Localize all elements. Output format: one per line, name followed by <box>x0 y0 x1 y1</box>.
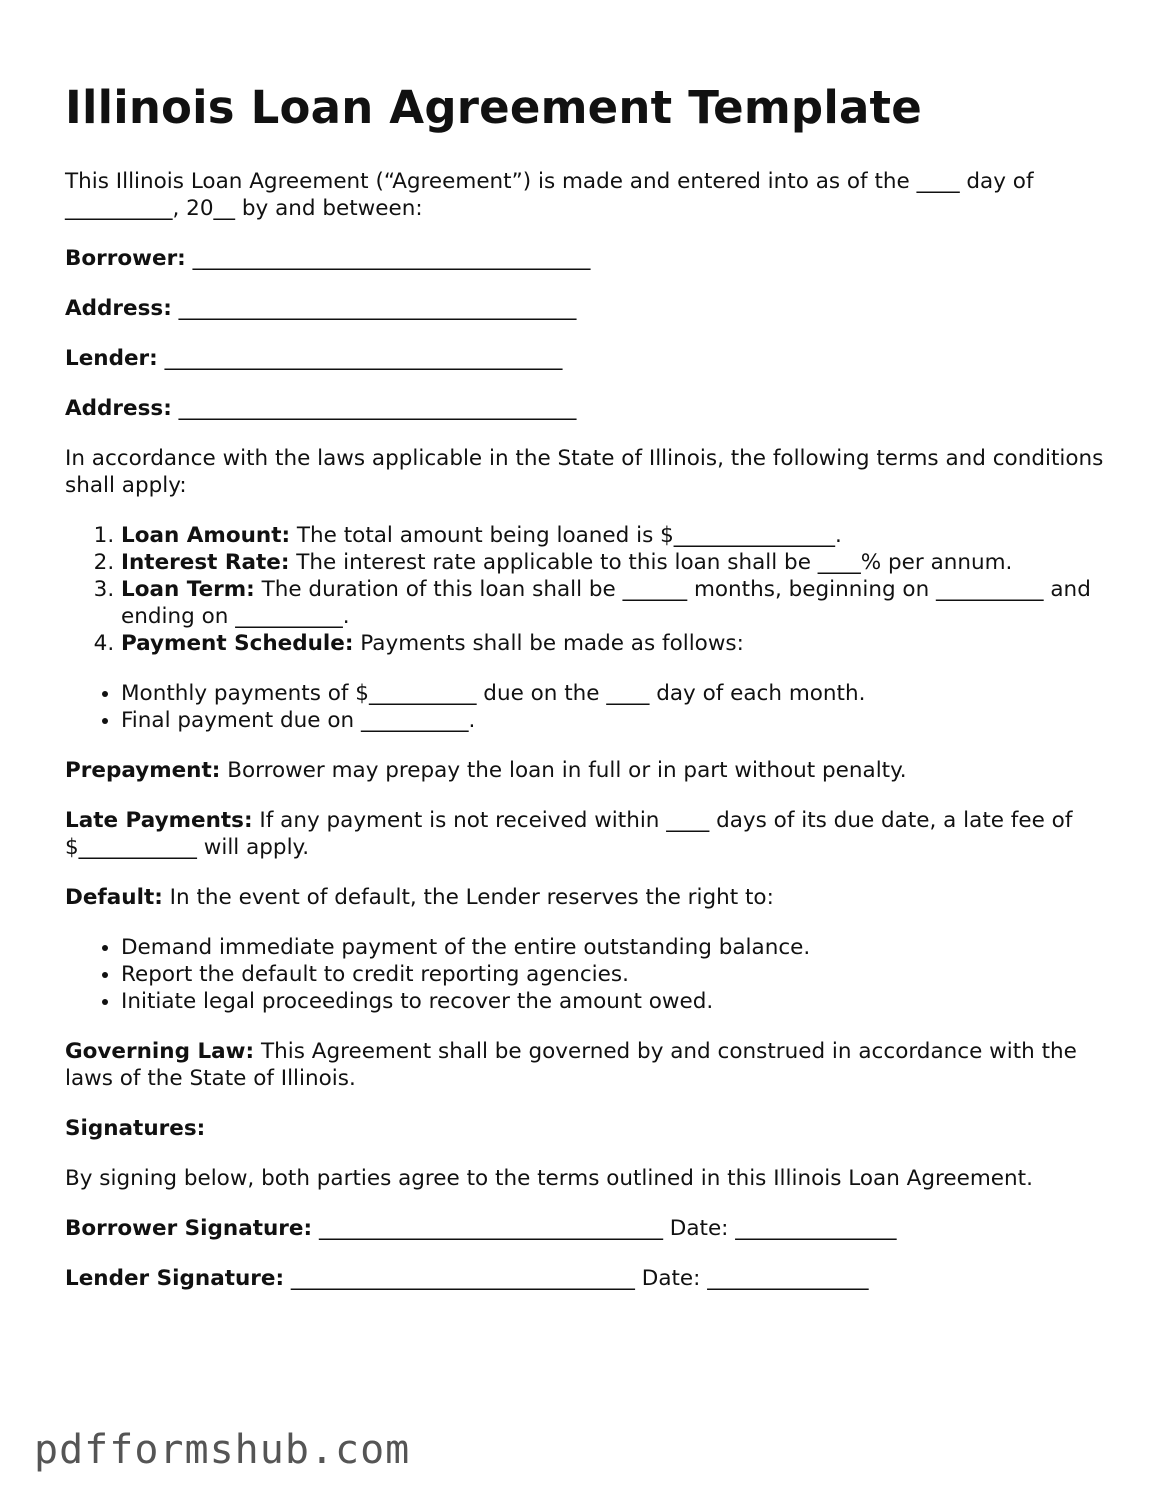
list-item: • Monthly payments of $__________ due on the ____ day of each month. <box>121 680 1105 707</box>
prepayment-clause <box>65 757 1105 784</box>
party-label: Borrower: <box>65 246 186 271</box>
borrower-date-field[interactable]: _______________ <box>735 1216 897 1241</box>
term-text: The interest rate applicable to this loan shall be ____% per annum. <box>289 550 1013 575</box>
terms-list <box>65 522 1105 657</box>
terms-intro: In accordance with the laws applicable in the State of Illinois, the following terms and conditions shall apply: <box>65 446 1104 498</box>
party-lender-address <box>65 395 1105 422</box>
party-borrower-address <box>65 295 1105 322</box>
payment-schedule-list <box>65 680 1105 734</box>
watermark: pdfformshub.com <box>34 1427 411 1473</box>
document-page <box>65 78 1105 1315</box>
lender-date-field[interactable]: _______________ <box>707 1266 869 1291</box>
term-label: Payment Schedule: <box>121 631 354 656</box>
borrower-signature-field[interactable]: ________________________________ <box>318 1216 663 1241</box>
signature-label: Lender Signature: <box>65 1266 285 1291</box>
borrower-address-field[interactable]: _____________________________________ <box>178 296 577 321</box>
date-label: Date: <box>669 1216 729 1241</box>
clause-label: Default: <box>65 885 163 910</box>
list-item: • Initiate legal proceedings to recover the amount owed. <box>121 988 1105 1015</box>
default-clause <box>65 884 1105 911</box>
lender-signature-field[interactable]: ________________________________ <box>290 1266 635 1291</box>
default-remedies-list <box>65 934 1105 1015</box>
intro-paragraph: This Illinois Loan Agreement (“Agreement”) is made and entered into as of the ____ day of __________, 20__ by and between: <box>65 169 1034 221</box>
borrower-name-field[interactable]: _____________________________________ <box>192 246 591 271</box>
party-label: Lender: <box>65 346 158 371</box>
lender-name-field[interactable]: _____________________________________ <box>164 346 563 371</box>
document-title: Illinois Loan Agreement Template <box>65 81 922 134</box>
term-text: Payments shall be made as follows: <box>353 631 744 656</box>
list-item: • Report the default to credit reporting agencies. <box>121 961 1105 988</box>
lender-address-field[interactable]: _____________________________________ <box>178 396 577 421</box>
clause-text: This Agreement shall be governed by and construed in accordance with the laws of the State of Illinois. <box>65 1039 1077 1091</box>
term-payment-schedule <box>121 630 1105 657</box>
signature-label: Borrower Signature: <box>65 1216 313 1241</box>
list-item: • Demand immediate payment of the entire outstanding balance. <box>121 934 1105 961</box>
signatures-heading: Signatures: <box>65 1116 206 1141</box>
party-label: Address: <box>65 396 172 421</box>
date-label: Date: <box>641 1266 701 1291</box>
term-label: Loan Term: <box>121 577 255 602</box>
clause-text: Borrower may prepay the loan in full or in part without penalty. <box>220 758 907 783</box>
clause-text: If any payment is not received within ____ days of its due date, a late fee of $___________ will apply. <box>65 808 1073 860</box>
term-loan-term <box>121 576 1105 630</box>
term-text: The duration of this loan shall be ______ months, beginning on __________ and ending on __________. <box>121 577 1091 629</box>
party-borrower <box>65 245 1105 272</box>
governing-law-clause <box>65 1038 1105 1092</box>
term-loan-amount <box>121 522 1105 549</box>
term-label: Loan Amount: <box>121 523 291 548</box>
term-interest-rate <box>121 549 1105 576</box>
party-lender <box>65 345 1105 372</box>
borrower-signature-line <box>65 1215 1105 1242</box>
list-item: • Final payment due on __________. <box>121 707 1105 734</box>
clause-label: Prepayment: <box>65 758 221 783</box>
late-payments-clause <box>65 807 1105 861</box>
party-label: Address: <box>65 296 172 321</box>
clause-label: Late Payments: <box>65 808 253 833</box>
signatures-intro: By signing below, both parties agree to the terms outlined in this Illinois Loan Agreement. <box>65 1166 1033 1191</box>
clause-label: Governing Law: <box>65 1039 255 1064</box>
term-text: The total amount being loaned is $_______________. <box>290 523 842 548</box>
term-label: Interest Rate: <box>121 550 290 575</box>
lender-signature-line <box>65 1265 1105 1292</box>
clause-text: In the event of default, the Lender reserves the right to: <box>162 885 774 910</box>
